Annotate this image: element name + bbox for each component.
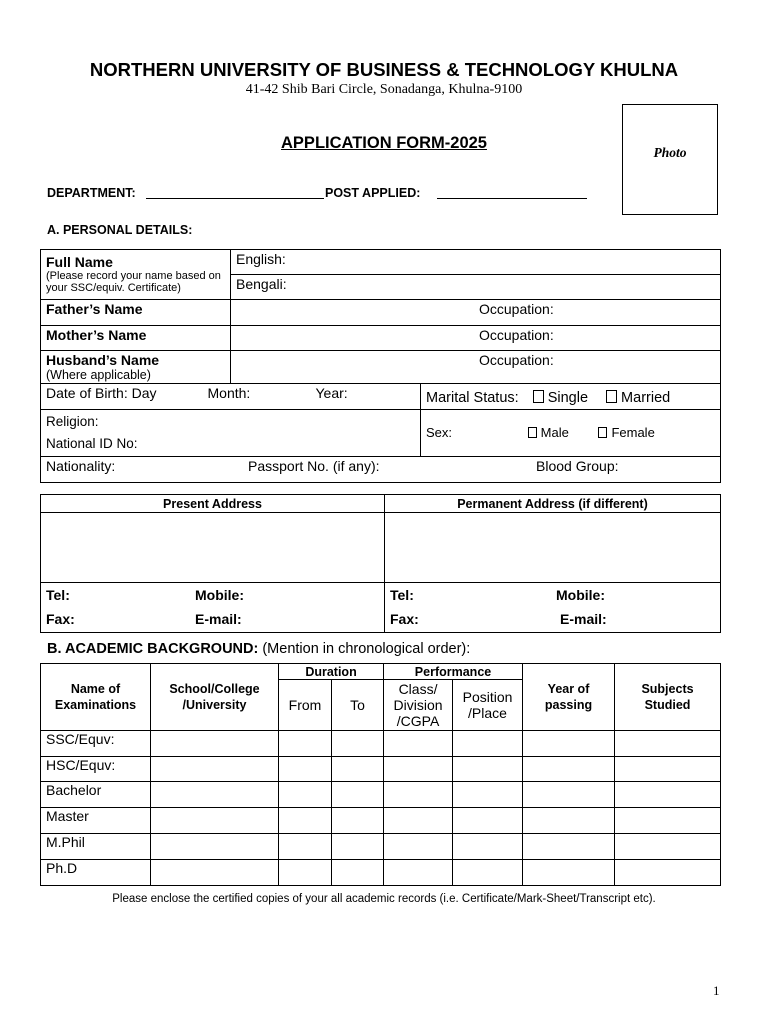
cell-input[interactable] xyxy=(453,782,523,808)
table-row xyxy=(41,834,721,860)
university-title: NORTHERN UNIVERSITY OF BUSINESS & TECHNOLOGY KHULNA xyxy=(89,59,679,80)
single-label: Single xyxy=(547,390,589,406)
bengali-name-field[interactable] xyxy=(231,275,721,300)
full-name-cell xyxy=(41,250,231,300)
personal-details-table-2 xyxy=(40,384,721,483)
full-name-note: (Please record your name based on your SSC/equiv. Certificate) xyxy=(46,270,221,294)
mother-name-field[interactable] xyxy=(231,326,721,351)
col-year-header: Year of passing xyxy=(523,664,615,731)
permanent-contact-cell xyxy=(385,583,721,633)
exam-name: Ph.D xyxy=(41,860,151,886)
permanent-address-field[interactable] xyxy=(385,513,721,583)
post-applied-field[interactable] xyxy=(437,198,587,199)
present-contact-cell xyxy=(41,583,385,633)
personal-details-table xyxy=(40,249,721,384)
present-address-header: Present Address xyxy=(41,495,385,513)
photo-label: Photo xyxy=(653,145,687,160)
cell-input[interactable] xyxy=(279,860,332,886)
female-option[interactable] xyxy=(598,425,654,440)
religion-nid-cell xyxy=(41,409,421,456)
table-row xyxy=(41,782,721,808)
permanent-tel-label[interactable]: Tel: xyxy=(390,587,414,603)
present-fax-label[interactable]: Fax: xyxy=(46,611,75,627)
cell-input[interactable] xyxy=(332,808,384,834)
single-option[interactable] xyxy=(533,390,588,406)
married-option[interactable] xyxy=(606,390,670,406)
dob-day-label: Date of Birth: Day xyxy=(46,385,157,401)
table-row xyxy=(41,757,721,782)
cell-input[interactable] xyxy=(523,808,615,834)
col-exam-header: Name of Examinations xyxy=(41,664,151,731)
section-academic-title-row xyxy=(47,641,470,657)
mother-name-label: Mother’s Name xyxy=(41,326,231,351)
table-row xyxy=(41,731,721,757)
exam-name: M.Phil xyxy=(41,834,151,860)
cell-input[interactable] xyxy=(151,731,279,757)
col-school-header: School/College /University xyxy=(151,664,279,731)
male-option[interactable] xyxy=(528,425,569,440)
cell-input[interactable] xyxy=(615,834,721,860)
present-address-field[interactable] xyxy=(41,513,385,583)
col-duration-header: Duration xyxy=(279,664,384,680)
cell-input[interactable] xyxy=(615,731,721,757)
husband-cell xyxy=(41,351,231,384)
father-name-label: Father’s Name xyxy=(41,300,231,326)
husband-note: (Where applicable) xyxy=(46,368,151,382)
section-academic-note: (Mention in chronological order): xyxy=(262,641,471,657)
husband-name-label: Husband’s Name xyxy=(46,352,160,368)
present-email-label[interactable]: E-mail: xyxy=(195,611,242,627)
cell-input[interactable] xyxy=(523,757,615,782)
nationality-row[interactable] xyxy=(41,456,721,482)
female-checkbox[interactable] xyxy=(598,427,607,438)
photo-box[interactable] xyxy=(622,104,718,215)
permanent-email-label[interactable]: E-mail: xyxy=(560,611,607,627)
full-name-label: Full Name xyxy=(46,254,113,270)
dob-month-label: Month: xyxy=(207,385,251,401)
col-subjects-header: Subjects Studied xyxy=(615,664,721,731)
married-label: Married xyxy=(621,390,671,406)
exam-name: SSC/Equv: xyxy=(41,731,151,757)
english-label: English: xyxy=(236,251,286,267)
cell-input[interactable] xyxy=(523,834,615,860)
cell-input[interactable] xyxy=(453,834,523,860)
cell-input[interactable] xyxy=(384,731,453,757)
sex-label: Sex: xyxy=(426,425,453,440)
present-tel-label[interactable]: Tel: xyxy=(46,587,70,603)
cell-input[interactable] xyxy=(453,860,523,886)
col-performance-header: Performance xyxy=(384,664,523,680)
cell-input[interactable] xyxy=(279,757,332,782)
exam-name: Master xyxy=(41,808,151,834)
cell-input[interactable] xyxy=(151,834,279,860)
col-to-header: To xyxy=(332,680,384,731)
husband-name-field[interactable] xyxy=(231,351,721,384)
passport-label: Passport No. (if any): xyxy=(248,457,380,474)
father-occupation-label: Occupation: xyxy=(479,301,554,317)
religion-label[interactable]: Religion: xyxy=(46,413,99,429)
cell-input[interactable] xyxy=(332,834,384,860)
col-position-header: Position /Place xyxy=(453,680,523,731)
male-checkbox[interactable] xyxy=(528,427,537,438)
female-label: Female xyxy=(611,425,655,440)
cell-input[interactable] xyxy=(151,808,279,834)
table-row xyxy=(41,860,721,886)
exam-name: HSC/Equv: xyxy=(41,757,151,782)
cell-input[interactable] xyxy=(151,757,279,782)
male-label: Male xyxy=(540,425,569,440)
permanent-mobile-label[interactable]: Mobile: xyxy=(556,587,605,603)
col-from-header: From xyxy=(279,680,332,731)
national-id-label[interactable]: National ID No: xyxy=(46,435,138,451)
single-checkbox[interactable] xyxy=(533,390,544,403)
exam-name: Bachelor xyxy=(41,782,151,808)
cell-input[interactable] xyxy=(523,860,615,886)
cell-input[interactable] xyxy=(615,782,721,808)
english-name-field[interactable] xyxy=(231,250,721,275)
cell-input[interactable] xyxy=(151,860,279,886)
cell-input[interactable] xyxy=(332,782,384,808)
page-number: 1 xyxy=(713,983,720,998)
university-address: 41-42 Shib Bari Circle, Sonadanga, Khulna-9100 xyxy=(245,82,523,97)
husband-occupation-label: Occupation: xyxy=(479,352,554,368)
sex-field xyxy=(421,409,721,456)
department-label: DEPARTMENT: xyxy=(47,186,136,200)
cell-input[interactable] xyxy=(279,808,332,834)
cell-input[interactable] xyxy=(332,731,384,757)
married-checkbox[interactable] xyxy=(606,390,617,403)
cell-input[interactable] xyxy=(279,782,332,808)
nationality-label: Nationality: xyxy=(46,457,116,474)
cell-input[interactable] xyxy=(279,731,332,757)
form-title: APPLICATION FORM-2025 xyxy=(281,134,487,152)
section-personal-title: A. PERSONAL DETAILS: xyxy=(47,223,193,237)
cell-input[interactable] xyxy=(332,757,384,782)
present-mobile-label[interactable]: Mobile: xyxy=(195,587,244,603)
cell-input[interactable] xyxy=(384,808,453,834)
academic-footer-note: Please enclose the certified copies of your all academic records (i.e. Certificate/Mark-Sheet/Transcript etc). xyxy=(112,893,656,905)
cell-input[interactable] xyxy=(384,860,453,886)
father-name-field[interactable] xyxy=(231,300,721,326)
dob-field[interactable] xyxy=(41,384,421,409)
marital-status-field xyxy=(421,384,721,409)
academic-table xyxy=(40,663,721,886)
bengali-label: Bengali: xyxy=(236,276,287,292)
table-row xyxy=(41,808,721,834)
cell-input[interactable] xyxy=(523,782,615,808)
cell-input[interactable] xyxy=(615,757,721,782)
cell-input[interactable] xyxy=(151,782,279,808)
permanent-fax-label[interactable]: Fax: xyxy=(390,611,419,627)
cell-input[interactable] xyxy=(615,808,721,834)
dob-year-label: Year: xyxy=(315,385,348,401)
cell-input[interactable] xyxy=(615,860,721,886)
cell-input[interactable] xyxy=(453,808,523,834)
post-applied-label: POST APPLIED: xyxy=(325,186,421,200)
section-academic-title: B. ACADEMIC BACKGROUND: xyxy=(47,641,259,657)
cell-input[interactable] xyxy=(332,860,384,886)
mother-occupation-label: Occupation: xyxy=(479,327,554,343)
cell-input[interactable] xyxy=(523,731,615,757)
marital-status-label: Marital Status: xyxy=(426,390,519,406)
permanent-address-header: Permanent Address (if different) xyxy=(385,495,721,513)
cell-input[interactable] xyxy=(453,757,523,782)
cell-input[interactable] xyxy=(453,731,523,757)
blood-group-label: Blood Group: xyxy=(536,457,619,474)
cell-input[interactable] xyxy=(384,757,453,782)
cell-input[interactable] xyxy=(384,834,453,860)
department-field[interactable] xyxy=(146,198,324,199)
cell-input[interactable] xyxy=(384,782,453,808)
cell-input[interactable] xyxy=(279,834,332,860)
col-class-header: Class/ Division /CGPA xyxy=(384,680,453,731)
address-table xyxy=(40,494,721,633)
